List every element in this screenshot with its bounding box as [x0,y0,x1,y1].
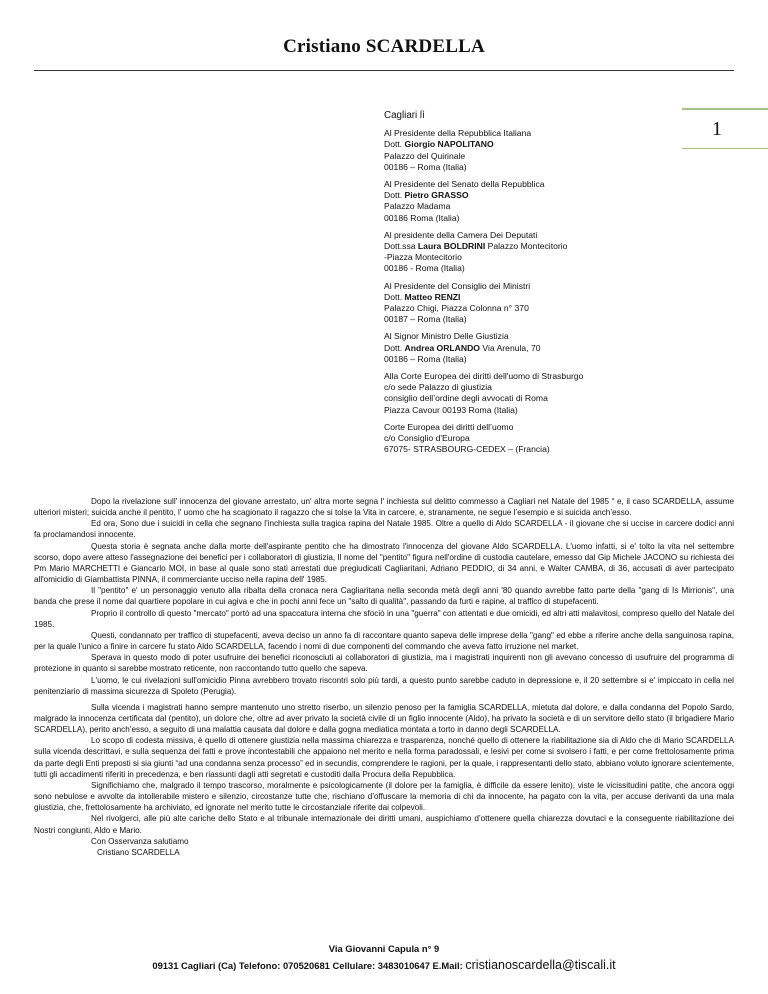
recipients-block [384,110,684,461]
recipient-title: Al Presidente del Senato della Repubblica [384,179,545,190]
body-paragraph: Sulla vicenda i magistrati hanno sempre mantenuto uno stretto riserbo, un silenzio penoso per la famiglia SCARDELLA, mietuta dal dolore, e dalla condanna del Popolo Sardo, malgrado la innocenza certificata dal (pentito), un dolore che, oltre ad aver privato la società civile di un figlio innocente (Aldo), ha privato la società e di un servitore dello stato (il brigadiere Mario SCARDELLA), perito anch’esso, a seguito di una malattia causata dal dolore e dalla gogna mediatica montata a torto in danno degli SCARDELLA. [34,702,734,735]
page-number: 1 [712,118,722,140]
recipient-address: Palazzo Chigi, Piazza Colonna n° 370 [384,303,529,314]
recipient-city: 00186 - Roma (Italia) [384,263,465,274]
body-paragraph: Il "pentito" e' un personaggio venuto alla ribalta della cronaca nera Cagliaritana nella seconda metà degli anni '80 quando avrebbe fatto parte della "gang di Is Mirrionis", una banda che prese il nome dal quartiere popolare in cui agiva e che in pochi anni fece un "salto di qualità", passando da furti e rapine, al traffico di stupefacenti. [34,586,734,607]
page-number-bottom-rule [682,148,768,149]
recipient-care-of: c/o sede Palazzo di giustizia [384,382,492,393]
footer-address: Via Giovanni Capula n° 9 [328,943,440,954]
recipient-address: consiglio dell’ordine degli avvocati di Roma [384,393,548,404]
recipient-address: Palazzo Madama [384,201,451,212]
title-divider [34,70,734,71]
recipient-name-line: Dott. Pietro GRASSO [384,190,469,201]
document-title: Cristiano SCARDELLA [283,36,485,57]
recipient-title: Al presidente della Camera Dei Deputati [384,229,538,240]
recipient-title: Alla Corte Europea dei diritti dell'uomo di Strasburgo [384,371,584,382]
footer-email[interactable]: cristianoscardella@tiscali.it [465,958,616,972]
recipient-chamber [384,230,684,275]
recipient-city: 67075- STRASBOURG-CEDEX – (Francia) [384,444,550,455]
recipient-prime-minister [384,281,684,326]
page-number-top-rule [682,108,768,110]
recipient-care-of: c/o Consiglio d'Europa [384,433,470,444]
recipient-address: -Piazza Montecitorio [384,252,462,263]
body-paragraph: Sperava in questo modo di poter usufruire dei benefici riconosciuti ai collaboratori di giustizia, ma i magistrati inquirenti non gli avevano concesso di usufruire del programma di protezione in quanto si sarebbe mostrato reticente, non raccontando tutto quello che sapeva. [34,653,734,674]
body-paragraph: Lo scopo di codesta missiva, è quello di ottenere giustizia nella massima chiarezza e trasparenza, nonché quello di ottenere la riabilitazione sia di Aldo che di Mario SCARDELLA sulla vicenda descrittavi, e sulla sequenza dei fatti e prove incontestabili che appaiono nel merito e nella forma paradossali, e lesivi per come si svolsero i fatti, e per come frettolosamente prima da parte degli Enti preposti si sia giunti “ad una condanna senza processo” ed in secundis, comprendere le ragioni, per la quale, i rappresentanti dello stato, abbiano voluto ignorare scientemente, tutti gli accadimenti riferiti in precedenza, e ben riassunti dagli atti segretati e custoditi dalla Procura della Repubblica. [34,736,734,779]
recipient-address: Palazzo del Quirinale [384,150,466,161]
body-paragraph: Ed ora, Sono due i suicidi in cella che segnano l'inchiesta sulla tragica rapina del Natale 1985. Oltre a quello di Aldo SCARDELLA - il giovane che si uccise in carcere dodici anni fa proclamandosi innocente. [34,519,734,540]
recipient-president [384,128,684,173]
recipient-justice-minister [384,331,684,365]
closing-salutation: Con Osservanza salutiamo [91,836,189,846]
recipient-city: 00186 Roma (Italia) [384,212,460,223]
recipient-name-line: Dott. Andrea ORLANDO Via Arenula, 70 [384,342,541,353]
footer [0,941,768,974]
body-paragraph: Significhiamo che, malgrado il tempo trascorso, moralmente e psicologicamente (il dolore per la famiglia, è difficile da essere lenito), viste le vicissitudini patite, che ancora oggi sono nebulose e avvolte da intollerabile mistero e silenzio, circostanze tutte che, rischiano d’offuscare la memoria di chi da innocente, ha pagato con la vita, per accuse derivanti da una mala giustizia, che, frettolosamente ha archiviato, ed ignorate nel merito tutte le circostanziale riferite dai colpevoli. [34,780,734,813]
recipient-senate [384,179,684,224]
body-paragraph: Questa storia è segnata anche dalla morte dell'aspirante pentito che ha dimostrato l'innocenza del giovane Aldo SCARDELLA. L'uomo infatti, si e' tolto la vita nel settembre scorso, dopo avere atteso l'assegnazione dei benefici per i collaboratori di giustizia, Il nome del "pentito" figura nell'ordine di custodia cautelare, emesso dal Gip Michele JACONO su richiesta dei Pm Mario MARCHETTI e Giancarlo MOI, in base al quale sono stati arrestati due pregiudicati Cagliaritani, Adriano PEDDIO, di 34 anni, e Walter CAMBA, di 36, accusati di aver partecipato all'omicidio di Giambattista PINNA, il commerciante ucciso nella rapina dell' 1985. [34,541,734,585]
recipient-city: 00186 – Roma (Italia) [384,161,467,172]
recipient-echr-strasbourg [384,422,684,456]
recipient-city: Piazza Cavour 00193 Roma (Italia) [384,404,518,415]
body-paragraph: Nel rivolgerci, alle più alte cariche dello Stato e al tribunale internazionale dei diritti umani, auspichiamo d’ottenere quella chiarezza dovutaci e la conseguente riabilitazione dei Nostri congiunti, Aldo e Mario. [34,814,734,835]
recipient-name-line: Dott.ssa Laura BOLDRINI Palazzo Montecitorio [384,241,568,252]
letter-body [34,496,734,858]
body-paragraph: Questi, condannato per traffico di stupefacenti, aveva deciso un anno fa di raccontare quanto sapeva delle imprese della "gang" ed ebbe a riferire anche della sanguinosa rapina, per la quale l'unico a finire in carcere fu stato Aldo SCARDELLA, facendo i nomi di due componenti del commando che aveva fatto irruzione nel market. [34,630,734,652]
body-paragraph: L'uomo, le cui rivelazioni sull'omicidio Pinna avrebbero trovato riscontri solo più tardi, a questo punto sarebbe caduto in depressione e, il 20 settembre si e' impiccato in cella nel penitenziario di massima sicurezza di Spoleto (Perugia). [34,675,734,696]
recipient-title: Al Presidente del Consiglio dei Ministri [384,280,531,291]
body-paragraph: Dopo la rivelazione sull' innocenza del giovane arrestato, un' altra morte segna l' inchiesta sul delitto commesso a Cagliari nel Natale del 1985 “ e, il caso SCARDELLA, assume ulteriori misteri; suicida anche il pentito, l' uomo che ha scagionato il ragazzo che si tolse la Vita in carcere, e, stranamente, ne segue l’esempio e si suicida anch’esso. [34,497,734,518]
recipient-name-line: Dott. Giorgio NAPOLITANO [384,139,494,150]
recipient-city: 00187 – Roma (Italia) [384,314,467,325]
recipient-title: Al Signor Ministro Delle Giustizia [384,331,509,342]
recipient-name-line: Dott. Matteo RENZI [384,291,461,302]
footer-contacts: 09131 Cagliari (Ca) Telefono: 070520681 Cellulare: 3483010647 E.Mail: cristianoscardella@tiscali.it [152,958,616,972]
date-line: Cagliari lì [384,110,425,121]
recipient-echr-rome [384,371,684,416]
body-paragraph: Proprio il controllo di questo "mercato" portò ad una spaccatura interna che sfociò in una "guerra" con attentati e due omicidi, ed altri atti malavitosi, compreso quello del Natale del 1985. [34,608,734,629]
recipient-title: Corte Europea dei diritti dell’uomo [384,421,514,432]
signature: Cristiano SCARDELLA [97,847,180,857]
recipient-title: Al Presidente della Repubblica Italiana [384,128,532,139]
recipient-city: 00186 – Roma (Italia) [384,353,467,364]
